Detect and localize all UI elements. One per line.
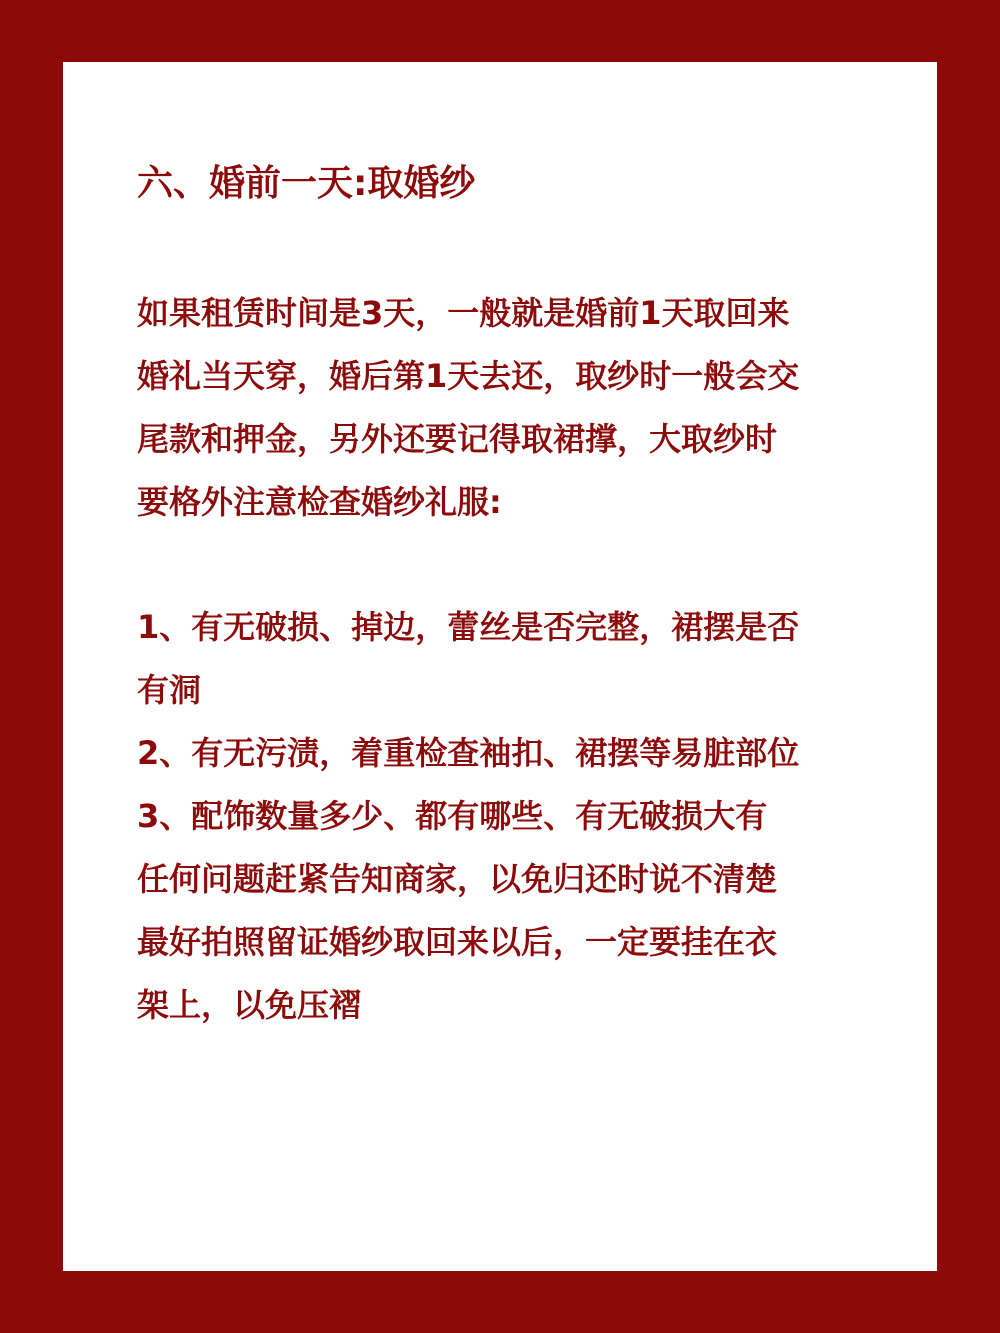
intro-line: 如果租赁时间是3天，一般就是婚前1天取回来 bbox=[137, 294, 790, 332]
checklist-line: 任何问题赶紧告知商家，以免归还时说不清楚 bbox=[137, 860, 778, 898]
checklist-line: 2、有无污渍，着重检查袖扣、裙摆等易脏部位 bbox=[137, 734, 800, 772]
checklist-line: 3、配饰数量多少、都有哪些、有无破损大有 bbox=[137, 797, 768, 835]
intro-paragraph bbox=[137, 282, 877, 534]
checklist bbox=[137, 596, 877, 1037]
checklist-line: 架上，以免压褶 bbox=[137, 986, 362, 1024]
checklist-line: 1、有无破损、掉边，蕾丝是否完整，裙摆是否 bbox=[137, 608, 800, 646]
intro-line: 婚礼当天穿，婚后第1天去还，取纱时一般会交 bbox=[137, 357, 800, 395]
checklist-line: 有洞 bbox=[137, 671, 202, 709]
checklist-line: 最好拍照留证婚纱取回来以后，一定要挂在衣 bbox=[137, 923, 778, 961]
intro-line: 要格外注意检查婚纱礼服: bbox=[137, 483, 502, 521]
intro-line: 尾款和押金，另外还要记得取裙撑，大取纱时 bbox=[137, 420, 778, 458]
content-card bbox=[63, 62, 937, 1271]
page-title: 六、婚前一天:取婚纱 bbox=[137, 163, 476, 204]
